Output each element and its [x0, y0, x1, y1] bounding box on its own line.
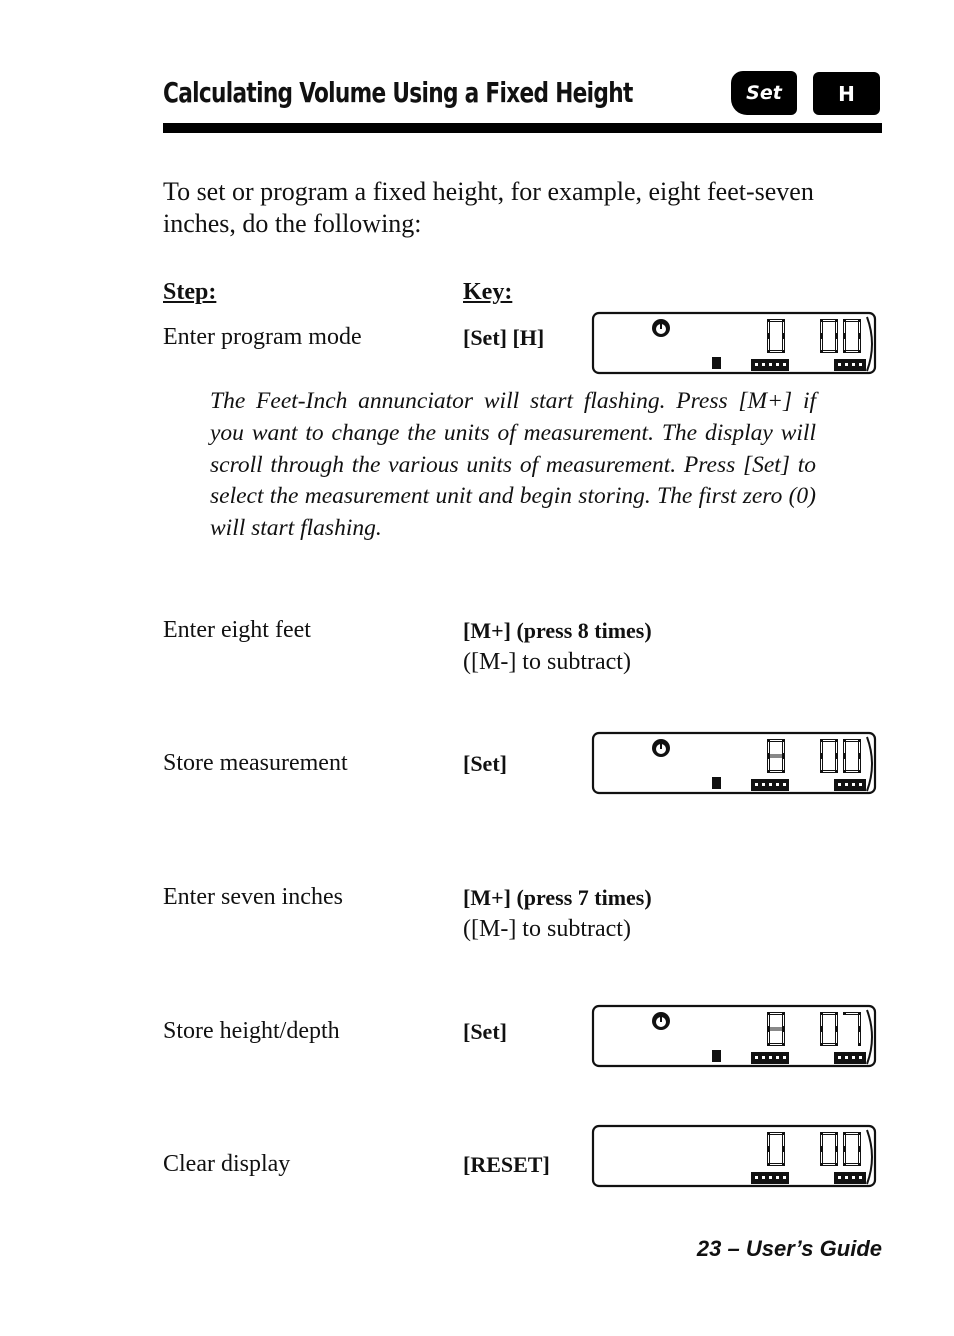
inch-annunciator: [834, 1172, 866, 1184]
instruction-note: The Feet-Inch annunciator will start flashing. Press [M+] if you want to change the units of measurement. The display will scroll through the various units of measurement. Press [Set] to select the measurement unit and begin storing. The first zero (0) will start flashing.: [210, 388, 816, 542]
step-label: Enter seven inches: [163, 884, 343, 910]
key-sublabel: ([M-] to subtract): [463, 916, 631, 942]
inch-annunciator: [834, 779, 866, 791]
clock-icon: [652, 319, 670, 337]
key-column-header: Key:: [463, 279, 513, 305]
lcd-display: [591, 311, 878, 377]
key-label: [Set] [H]: [463, 325, 545, 350]
h-keycap-icon: H: [813, 72, 880, 115]
intro-paragraph: To set or program a fixed height, for example, eight feet-seven inches, do the following:: [163, 177, 814, 238]
feet-annunciator: [751, 359, 789, 371]
lcd-marker: [712, 777, 721, 789]
set-keycap-icon: Set: [731, 71, 797, 115]
clock-icon: [652, 1012, 670, 1030]
step-label: Enter eight feet: [163, 617, 311, 643]
key-label: [Set]: [463, 751, 507, 776]
key-label: [Set]: [463, 1019, 507, 1044]
feet-annunciator: [751, 779, 789, 791]
feet-annunciator: [751, 1172, 789, 1184]
lcd-display: [591, 731, 878, 797]
key-label: [M+] (press 7 times): [463, 885, 652, 910]
inch-annunciator: [834, 359, 866, 371]
key-label: [RESET]: [463, 1152, 550, 1177]
lcd-display: [591, 1004, 878, 1070]
step-column-header: Step:: [163, 279, 217, 305]
key-label: [M+] (press 8 times): [463, 618, 652, 643]
inch-annunciator: [834, 1052, 866, 1064]
step-label: Store height/depth: [163, 1018, 340, 1044]
page-footer: 23 – User’s Guide: [696, 1236, 882, 1261]
clock-icon: [652, 739, 670, 757]
lcd-display: [591, 1124, 878, 1190]
lcd-marker: [712, 1050, 721, 1062]
page-title: Calculating Volume Using a Fixed Height: [163, 76, 633, 109]
step-label: Enter program mode: [163, 324, 362, 350]
step-label: Clear display: [163, 1151, 291, 1177]
header-rule: [163, 123, 882, 133]
key-sublabel: ([M-] to subtract): [463, 649, 631, 675]
lcd-marker: [712, 357, 721, 369]
step-label: Store measurement: [163, 750, 348, 776]
feet-annunciator: [751, 1052, 789, 1064]
